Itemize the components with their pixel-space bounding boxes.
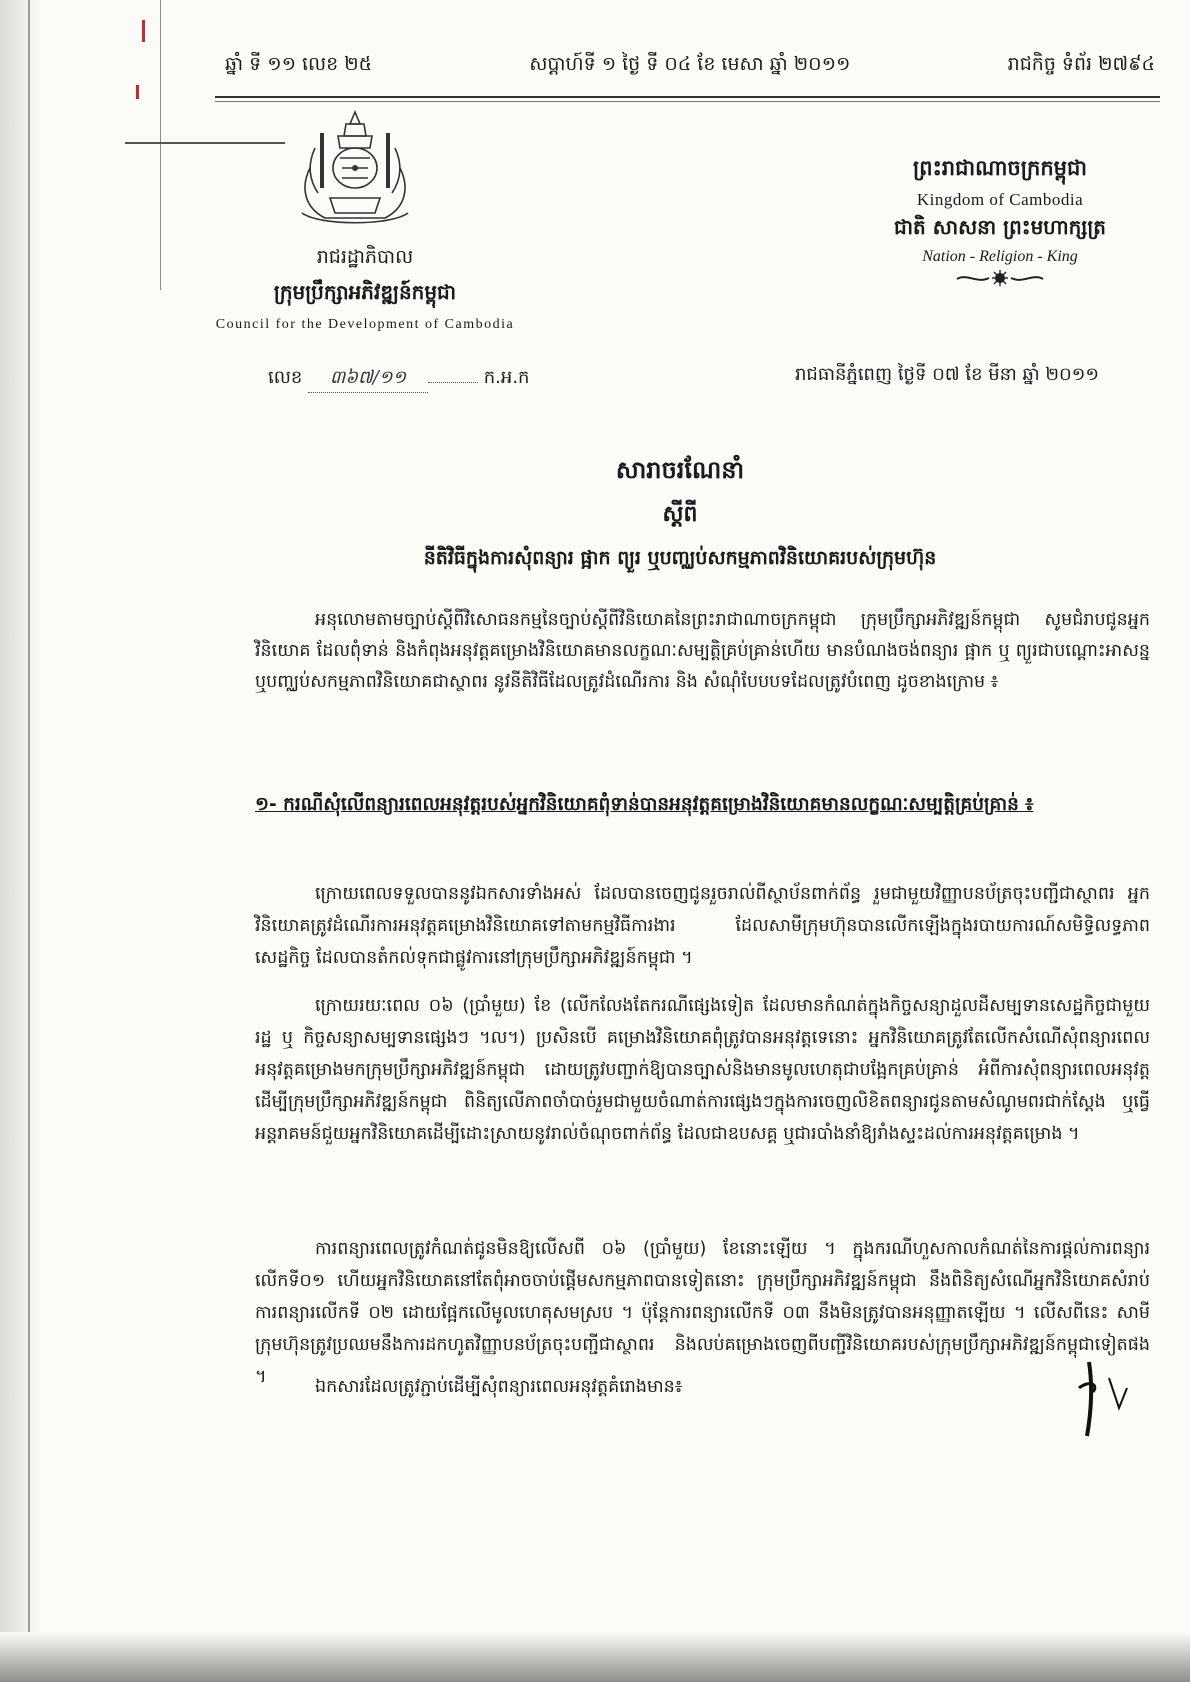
sender-block: [175, 245, 555, 333]
motto-en: Nation - Religion - King: [922, 248, 1078, 265]
doc-subject: នីតិវិធីក្នុងការសុំពន្យារ ផ្អាក ព្យួរ ឬបញ្ឈប់សកម្មភាពវិនិយោគរបស់ក្រុមហ៊ុន: [423, 547, 937, 569]
initials-signature-icon: [1075, 1358, 1135, 1438]
header-week-date: សប្តាហ៍ទី ១ ថ្ងៃ ទី ០៤ ខែ មេសា ឆ្នាំ ២០១១: [529, 53, 851, 75]
section-1-paragraph: ឯកសារដែលត្រូវភ្ជាប់ដើម្បីសុំពន្យារពេលអនុវត្តគំរោងមាន៖: [315, 1377, 683, 1397]
reference-handwritten-number: ៣៦៧/១១: [308, 365, 428, 393]
reference-prefix: លេខ: [268, 367, 303, 388]
section-1-paragraph: ក្រោយពេលទទួលបាននូវឯកសារទាំងអស់ ដែលបានចេញជូនរួចរាល់ពីស្ថាប័នពាក់ព័ន្ធ រួមជាមួយវិញ្ញាបនប័ត្រចុះបញ្ជីជាស្ថាពរ អ្នកវិនិយោគត្រូវដំណើរការអនុវត្តគម្រោងវិនិយោគទៅតាមកម្មវិធីការងារ ដែលសាមីក្រុមហ៊ុនបានលើកឡើងក្នុងរបាយការណ៍សមិទ្ធិលទ្ធភាពសេដ្ឋកិច្ច ដែលបានតំកល់ទុកជាផ្លូវការនៅក្រុមប្រឹក្សាអភិវឌ្ឍន៍កម្ពុជា ។: [255, 884, 1150, 968]
scan-bottom-shadow: [0, 1632, 1190, 1682]
header-rule-thin: [215, 101, 1160, 102]
doc-about-label: ស្តីពី: [662, 502, 698, 527]
margin-red-mark: [136, 85, 139, 99]
ornament-icon: [955, 270, 1045, 286]
kingdom-name-en: Kingdom of Cambodia: [916, 190, 1084, 209]
section-1-paragraph: ក្រោយរយៈពេល ០៦ (ប្រាំមួយ) ខែ (លើកលែងតែករណីផ្សេងទៀត ដែលមានកំណត់ក្នុងកិច្ចសន្យាដួលដីសម្បទានសេដ្ឋកិច្ចជាមួយរដ្ឋ ឬ កិច្ចសន្យាសម្បទានផ្សេងៗ ។ល។) ប្រសិនបើ គម្រោងវិនិយោគពុំត្រូវបានអនុវត្តទេនោះ អ្នកវិនិយោគត្រូវតែលើកសំណើសុំពន្យារពេលអនុវត្តគម្រោងមកក្រុមប្រឹក្សាអភិវឌ្ឍន៍កម្ពុជា ដោយត្រូវបញ្ជាក់ឱ្យបានច្បាស់និងមានមូលហេតុជាបង្អែកគ្រប់គ្រាន់ អំពីការសុំពន្យារពេលអនុវត្ត ដើម្បីក្រុមប្រឹក្សាអភិវឌ្ឍន៍កម្ពុជា ពិនិត្យលើភាពចាំបាច់រួមជាមួយចំណាត់ការផ្សេងៗក្នុងការចេញលិខិតពន្យារជូនតាមសំណូមពរជាក់ស្តែង ឬធ្វើអន្តរាគមន៍ជួយអ្នកវិនិយោគដើម្បីដោះស្រាយនូវរាល់ចំណុចពាក់ព័ន្ធ ដែលជាឧបសគ្គ ឬជារបាំងនាំឱ្យរាំងស្ទះដល់ការអនុវត្តគម្រោង ។: [255, 996, 1150, 1144]
motto-kh: ជាតិ សាសនា ព្រះមហាក្សត្រ: [894, 215, 1106, 239]
kingdom-block: [870, 155, 1130, 286]
council-name-en: Council for the Development of Cambodia: [215, 317, 515, 332]
margin-red-mark: [142, 20, 145, 42]
scan-left-edge: [0, 0, 42, 1682]
scan-left-line: [160, 0, 161, 290]
scan-horizontal-line: [125, 142, 285, 144]
header-rule: [215, 96, 1160, 98]
reference-suffix: ក.អ.ក: [483, 367, 530, 388]
kingdom-name-kh: ព្រះរាជាណាចក្រកម្ពុជា: [912, 156, 1087, 180]
doc-type-title: សារាចរណែនាំ: [615, 456, 745, 484]
header-gazette-page: រាជកិច្ច ទំព័រ ២៧៩៤: [1007, 53, 1155, 75]
dateline: រាជធានីភ្នំពេញ ថ្ងៃទី ០៧ ខែ មីនា ឆ្នាំ ២០១១: [795, 364, 1099, 385]
intro-paragraph: អនុលោមតាមច្បាប់ស្តីពីវិសោធនកម្មនៃច្បាប់ស្តីពីវិនិយោគនៃព្រះរាជាណាចក្រកម្ពុជា ក្រុមប្រឹក្សាអភិវឌ្ឍន៍កម្ពុជា សូមជំរាបជូនអ្នកវិនិយោគ ដែលពុំទាន់ និងកំពុងអនុវត្តគម្រោងវិនិយោគមានលក្ខណៈសម្បត្តិគ្រប់គ្រាន់ហើយ មានបំណងចង់ពន្យារ ផ្អាក ឬ ព្យួរជាបណ្តោះអាសន្ន ឬបញ្ឈប់សកម្មភាពវិនិយោគជាស្ថាពរ នូវនីតិវិធីដែលត្រូវដំណើរការ និង សំណុំបែបបទដែលត្រូវបំពេញ ដូចខាងក្រោម ៖: [255, 610, 1150, 692]
reference-number: [268, 365, 529, 393]
government-label: រាជរដ្ឋាភិបាល: [316, 246, 414, 268]
section-1-paragraph: ការពន្យារពេលត្រូវកំណត់ជូនមិនឱ្យលើសពី ០៦ (ប្រាំមួយ) ខែនោះឡើយ ។ ក្នុងករណីហួសកាលកំណត់នៃការផ្តល់ការពន្យារលើកទី០១ ហើយអ្នកវិនិយោគនៅតែពុំអាចចាប់ផ្តើមសកម្មភាពបានទៀតនោះ ក្រុមប្រឹក្សាអភិវឌ្ឍន៍កម្ពុជា នឹងពិនិត្យសំណើអ្នកវិនិយោគសំរាប់ការពន្យារលើកទី ០២ ដោយផ្អែកលើមូលហេតុសមស្រប ។ ប៉ុន្តែការពន្យារលើកទី ០៣ នឹងមិនត្រូវបានអនុញ្ញាតឡើយ ។ លើសពីនេះ សាមីក្រុមហ៊ុនត្រូវប្រឈមនឹងការដកហូតវិញ្ញាបនប័ត្រចុះបញ្ជីជាស្ថាពរ និងលប់គម្រោងចេញពីបញ្ជីវិនិយោគរបស់ក្រុមប្រឹក្សាអភិវឌ្ឍន៍កម្ពុជាទៀតផង ។: [255, 1239, 1150, 1387]
gazette-header: [225, 52, 1155, 80]
council-name-kh: ក្រុមប្រឹក្សាអភិវឌ្ឍន៍កម្ពុជា: [273, 280, 457, 304]
section-1-heading: ១- ករណីសុំលើពន្យារពេលអនុវត្តរបស់អ្នកវិនិយោគពុំទាន់បានអនុវត្តគម្រោងវិនិយោគមានលក្ខណៈសម្បត្តិគ្រប់គ្រាន់ ៖: [255, 794, 1034, 815]
royal-emblem-icon: [280, 108, 430, 228]
header-year-issue: ឆ្នាំ ទី ១១ លេខ ២៥: [225, 53, 373, 75]
document-title: [210, 455, 1150, 574]
scan-fold-line: [28, 0, 30, 1682]
